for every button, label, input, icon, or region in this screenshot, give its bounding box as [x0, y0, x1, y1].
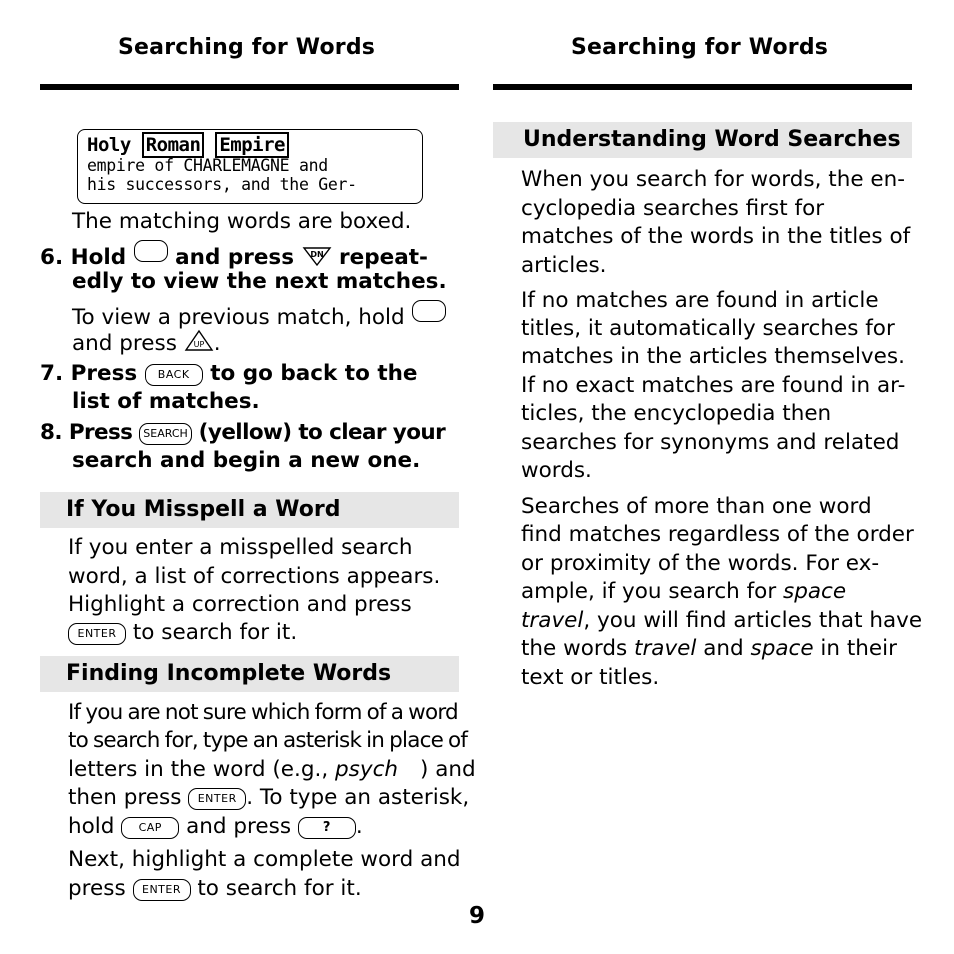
step-7	[40, 360, 418, 388]
device-screen	[77, 129, 423, 204]
right-line: or proximity of the words. For ex-	[521, 551, 880, 576]
right-line: text or titles.	[521, 665, 660, 690]
next-line: Next, highlight a complete word and	[68, 847, 461, 872]
step-6-line-2: edly to view the next matches.	[72, 269, 447, 294]
back-key-icon: BACK	[145, 364, 203, 386]
incomplete-line	[68, 784, 469, 813]
right-header-rule	[493, 84, 912, 90]
step-number: 6.	[40, 245, 64, 270]
incomplete-text: ) and	[420, 757, 476, 782]
right-text: in their	[813, 636, 897, 661]
step-7-line-2: list of matches.	[72, 389, 260, 414]
search-key-icon: SEARCH	[139, 423, 192, 445]
note-text: and press	[72, 331, 177, 356]
misspell-line: Highlight a correction and press	[68, 592, 412, 617]
note-text: To view a previous match, hold	[72, 305, 405, 330]
right-line	[521, 578, 846, 607]
screen-caption: The matching words are boxed.	[72, 209, 412, 234]
next-text: press	[68, 876, 126, 901]
step-6-note	[72, 300, 446, 333]
left-page-title: Searching for Words	[118, 35, 376, 60]
incomplete-text: . To type an asterisk,	[246, 785, 470, 810]
cap-key-icon: CAP	[121, 817, 179, 839]
diamond-key-icon	[134, 240, 168, 262]
diamond-key-icon	[412, 300, 446, 322]
incomplete-line: If you are not sure which form of a word	[68, 700, 458, 725]
right-line: titles, it automatically searches for	[521, 316, 895, 341]
right-line: matches in the articles themselves.	[521, 344, 905, 369]
step-text: Press	[68, 420, 133, 445]
understanding-section-heading: Understanding Word Searches	[493, 122, 912, 158]
right-line: Searches of more than one word	[521, 494, 872, 519]
screen-boxed-word: Empire	[215, 132, 289, 158]
enter-key-icon: ENTER	[133, 879, 191, 901]
incomplete-text: hold	[68, 814, 115, 839]
step-text: repeat-	[339, 245, 428, 270]
step-8	[40, 419, 445, 447]
note-text: .	[213, 331, 221, 356]
screen-line-1	[87, 134, 413, 156]
example-term: travel	[634, 636, 697, 661]
step-number: 8.	[40, 420, 62, 445]
example-word: psych	[335, 757, 399, 782]
step-8-line-2: search and begin a new one.	[72, 448, 421, 473]
incomplete-section-heading: Finding Incomplete Words	[40, 656, 459, 692]
right-line: If no matches are found in article	[521, 288, 879, 313]
next-text: to search for it.	[197, 876, 362, 901]
incomplete-text: and press	[186, 814, 292, 839]
step-text: to go back to the	[210, 361, 418, 386]
up-arrow-key-icon	[184, 329, 214, 362]
incomplete-text: then press	[68, 785, 182, 810]
incomplete-line	[68, 813, 363, 842]
example-term: space	[750, 636, 814, 661]
right-page-title: Searching for Words	[571, 35, 829, 60]
screen-line-3: his successors, and the Ger-	[87, 175, 357, 194]
right-line: ticles, the encyclopedia then	[521, 401, 832, 426]
page-number: 9	[469, 903, 486, 929]
misspell-line: If you enter a misspelled search	[68, 535, 413, 560]
right-line: find matches regardless of the order	[521, 522, 914, 547]
incomplete-line: to search for, type an asterisk in place of	[68, 728, 468, 753]
step-6-note-line-2	[72, 329, 221, 362]
right-line: cyclopedia searches first for	[521, 196, 825, 221]
step-text: and press	[175, 245, 295, 270]
right-line: When you search for words, the en-	[521, 167, 906, 192]
misspell-line: word, a list of corrections appears.	[68, 564, 441, 589]
up-key-label: UP	[193, 340, 205, 349]
right-line	[521, 607, 922, 636]
screen-word-holy: Holy	[87, 134, 142, 156]
right-text: ample, if you search for	[521, 579, 783, 604]
misspell-end-text: to search for it.	[132, 620, 298, 645]
next-line	[68, 875, 362, 904]
question-key-icon: ?	[298, 817, 356, 839]
right-line: matches of the words in the titles of	[521, 224, 911, 249]
right-text: , you will find articles that have	[583, 608, 923, 633]
misspell-line	[68, 619, 297, 648]
step-number: 7.	[40, 361, 64, 386]
right-line: words.	[521, 458, 592, 483]
right-line: articles.	[521, 253, 607, 278]
example-term: space	[783, 579, 847, 604]
step-text: Hold	[70, 245, 127, 270]
down-key-label: DN	[309, 250, 324, 259]
incomplete-text: .	[355, 814, 363, 839]
right-text: the words	[521, 636, 635, 661]
left-header-rule	[40, 84, 459, 90]
screen-boxed-word: Roman	[142, 132, 205, 158]
enter-key-icon: ENTER	[68, 623, 126, 645]
step-text: Press	[70, 361, 138, 386]
misspell-section-heading: If You Misspell a Word	[40, 492, 459, 528]
screen-line-2: empire of CHARLEMAGNE and	[87, 156, 328, 175]
right-line: If no exact matches are found in ar-	[521, 373, 906, 398]
right-text: and	[696, 636, 751, 661]
incomplete-text: letters in the word (e.g.,	[68, 757, 335, 782]
right-line: searches for synonyms and related	[521, 430, 900, 455]
step-text: (yellow) to clear your	[198, 420, 446, 445]
example-term: travel	[521, 608, 584, 633]
right-line	[521, 635, 897, 664]
incomplete-line	[68, 756, 476, 785]
enter-key-icon: ENTER	[188, 788, 246, 810]
